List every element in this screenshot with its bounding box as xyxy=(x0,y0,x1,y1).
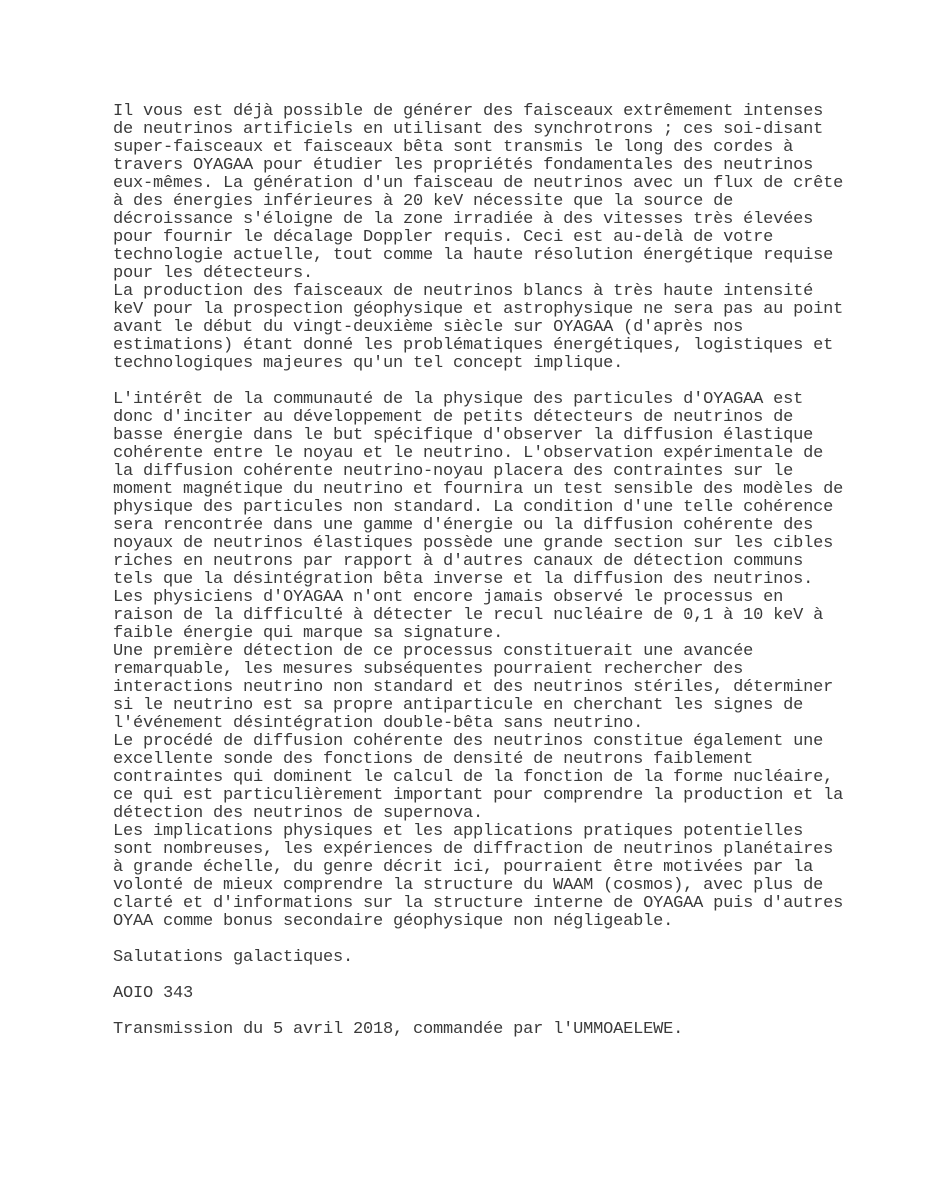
text-line: basse énergie dans le but spécifique d'observer la diffusion élastique xyxy=(113,426,814,445)
text-line: eux-mêmes. La génération d'un faisceau de neutrinos avec un flux de crête xyxy=(113,174,844,193)
text-line: technologie actuelle, tout comme la haute résolution énergétique requise xyxy=(113,246,834,265)
text-line: sont nombreuses, les expériences de diffraction de neutrinos planétaires xyxy=(113,840,834,859)
text-line: donc d'inciter au développement de petits détecteurs de neutrinos de xyxy=(113,408,794,427)
text-line: noyaux de neutrinos élastiques possède une grande section sur les cibles xyxy=(113,534,834,553)
paragraph-coherent-scattering-interest xyxy=(113,391,883,589)
text-line: avant le début du vingt-deuxième siècle sur OYAGAA (d'après nos xyxy=(113,318,744,337)
text-line: riches en neutrons par rapport à d'autres canaux de détection communs xyxy=(113,552,804,571)
signature-line xyxy=(113,949,883,967)
paragraph-white-beams-production xyxy=(113,283,883,373)
text-line: cohérente entre le noyau et le neutrino. L'observation expérimentale de xyxy=(113,444,824,463)
text-line: interactions neutrino non standard et des neutrinos stériles, déterminer xyxy=(113,678,834,697)
text-line: super-faisceaux et faisceaux bêta sont transmis le long des cordes à xyxy=(113,138,794,157)
text-line: l'événement désintégration double-bêta sans neutrino. xyxy=(113,714,644,733)
reference-code xyxy=(113,985,883,1003)
text-line: pour fournir le décalage Doppler requis. Ceci est au-delà de votre xyxy=(113,228,774,247)
text-line: de neutrinos artificiels en utilisant des synchrotrons ; ces soi-disant xyxy=(113,120,824,139)
paragraph-neutrino-beams xyxy=(113,103,883,283)
text-line: à des énergies inférieures à 20 keV nécessite que la source de xyxy=(113,192,734,211)
text-line: faible énergie qui marque sa signature. xyxy=(113,624,504,643)
text-line: Les implications physiques et les applications pratiques potentielles xyxy=(113,822,804,841)
text-line: excellente sonde des fonctions de densité de neutrons faiblement xyxy=(113,750,754,769)
text-line: volonté de mieux comprendre la structure du WAAM (cosmos), avec plus de xyxy=(113,876,824,895)
text-line: la diffusion cohérente neutrino-noyau placera des contraintes sur le xyxy=(113,462,794,481)
text-line: travers OYAGAA pour étudier les propriétés fondamentales des neutrinos xyxy=(113,156,814,175)
text-line: La production des faisceaux de neutrinos blancs à très haute intensité xyxy=(113,282,814,301)
document-text xyxy=(113,103,883,1039)
text-line: remarquable, les mesures subséquentes pourraient rechercher des xyxy=(113,660,744,679)
text-line: physique des particules non standard. La condition d'une telle cohérence xyxy=(113,498,834,517)
text-line: keV pour la prospection géophysique et astrophysique ne sera pas au point xyxy=(113,300,844,319)
text-line: technologiques majeures qu'un tel concept implique. xyxy=(113,354,624,373)
text-line: estimations) étant donné les problématiques énergétiques, logistiques et xyxy=(113,336,834,355)
text-line: AOIO 343 xyxy=(113,984,194,1003)
paragraph-never-observed xyxy=(113,589,883,643)
paragraph-first-detection xyxy=(113,643,883,733)
text-line: moment magnétique du neutrino et fournira un test sensible des modèles de xyxy=(113,480,844,499)
text-line: pour les détecteurs. xyxy=(113,264,314,283)
paragraph-implications xyxy=(113,823,883,931)
text-line: tels que la désintégration bêta inverse et la diffusion des neutrinos. xyxy=(113,570,814,589)
paragraph-neutron-density-probe xyxy=(113,733,883,823)
text-line: clarté et d'informations sur la structure interne de OYAGAA puis d'autres xyxy=(113,894,844,913)
text-line: Le procédé de diffusion cohérente des neutrinos constitue également une xyxy=(113,732,824,751)
text-line: sera rencontrée dans une gamme d'énergie ou la diffusion cohérente des xyxy=(113,516,814,535)
transmission-note xyxy=(113,1021,883,1039)
text-line: L'intérêt de la communauté de la physique des particules d'OYAGAA est xyxy=(113,390,804,409)
text-line: Salutations galactiques. xyxy=(113,948,354,967)
text-line: OYAA comme bonus secondaire géophysique non négligeable. xyxy=(113,912,674,931)
text-line: Il vous est déjà possible de générer des faisceaux extrêmement intenses xyxy=(113,102,824,121)
text-line: Transmission du 5 avril 2018, commandée par l'UMMOAELEWE. xyxy=(113,1020,684,1039)
text-line: détection des neutrinos de supernova. xyxy=(113,804,484,823)
text-line: ce qui est particulièrement important pour comprendre la production et la xyxy=(113,786,844,805)
text-line: décroissance s'éloigne de la zone irradiée à des vitesses très élevées xyxy=(113,210,814,229)
text-line: Une première détection de ce processus constituerait une avancée xyxy=(113,642,754,661)
text-line: raison de la difficulté à détecter le recul nucléaire de 0,1 à 10 keV à xyxy=(113,606,824,625)
text-line: Les physiciens d'OYAGAA n'ont encore jamais observé le processus en xyxy=(113,588,784,607)
text-line: à grande échelle, du genre décrit ici, pourraient être motivées par la xyxy=(113,858,814,877)
text-line: si le neutrino est sa propre antiparticule en cherchant les signes de xyxy=(113,696,804,715)
text-line: contraintes qui dominent le calcul de la fonction de la forme nucléaire, xyxy=(113,768,834,787)
